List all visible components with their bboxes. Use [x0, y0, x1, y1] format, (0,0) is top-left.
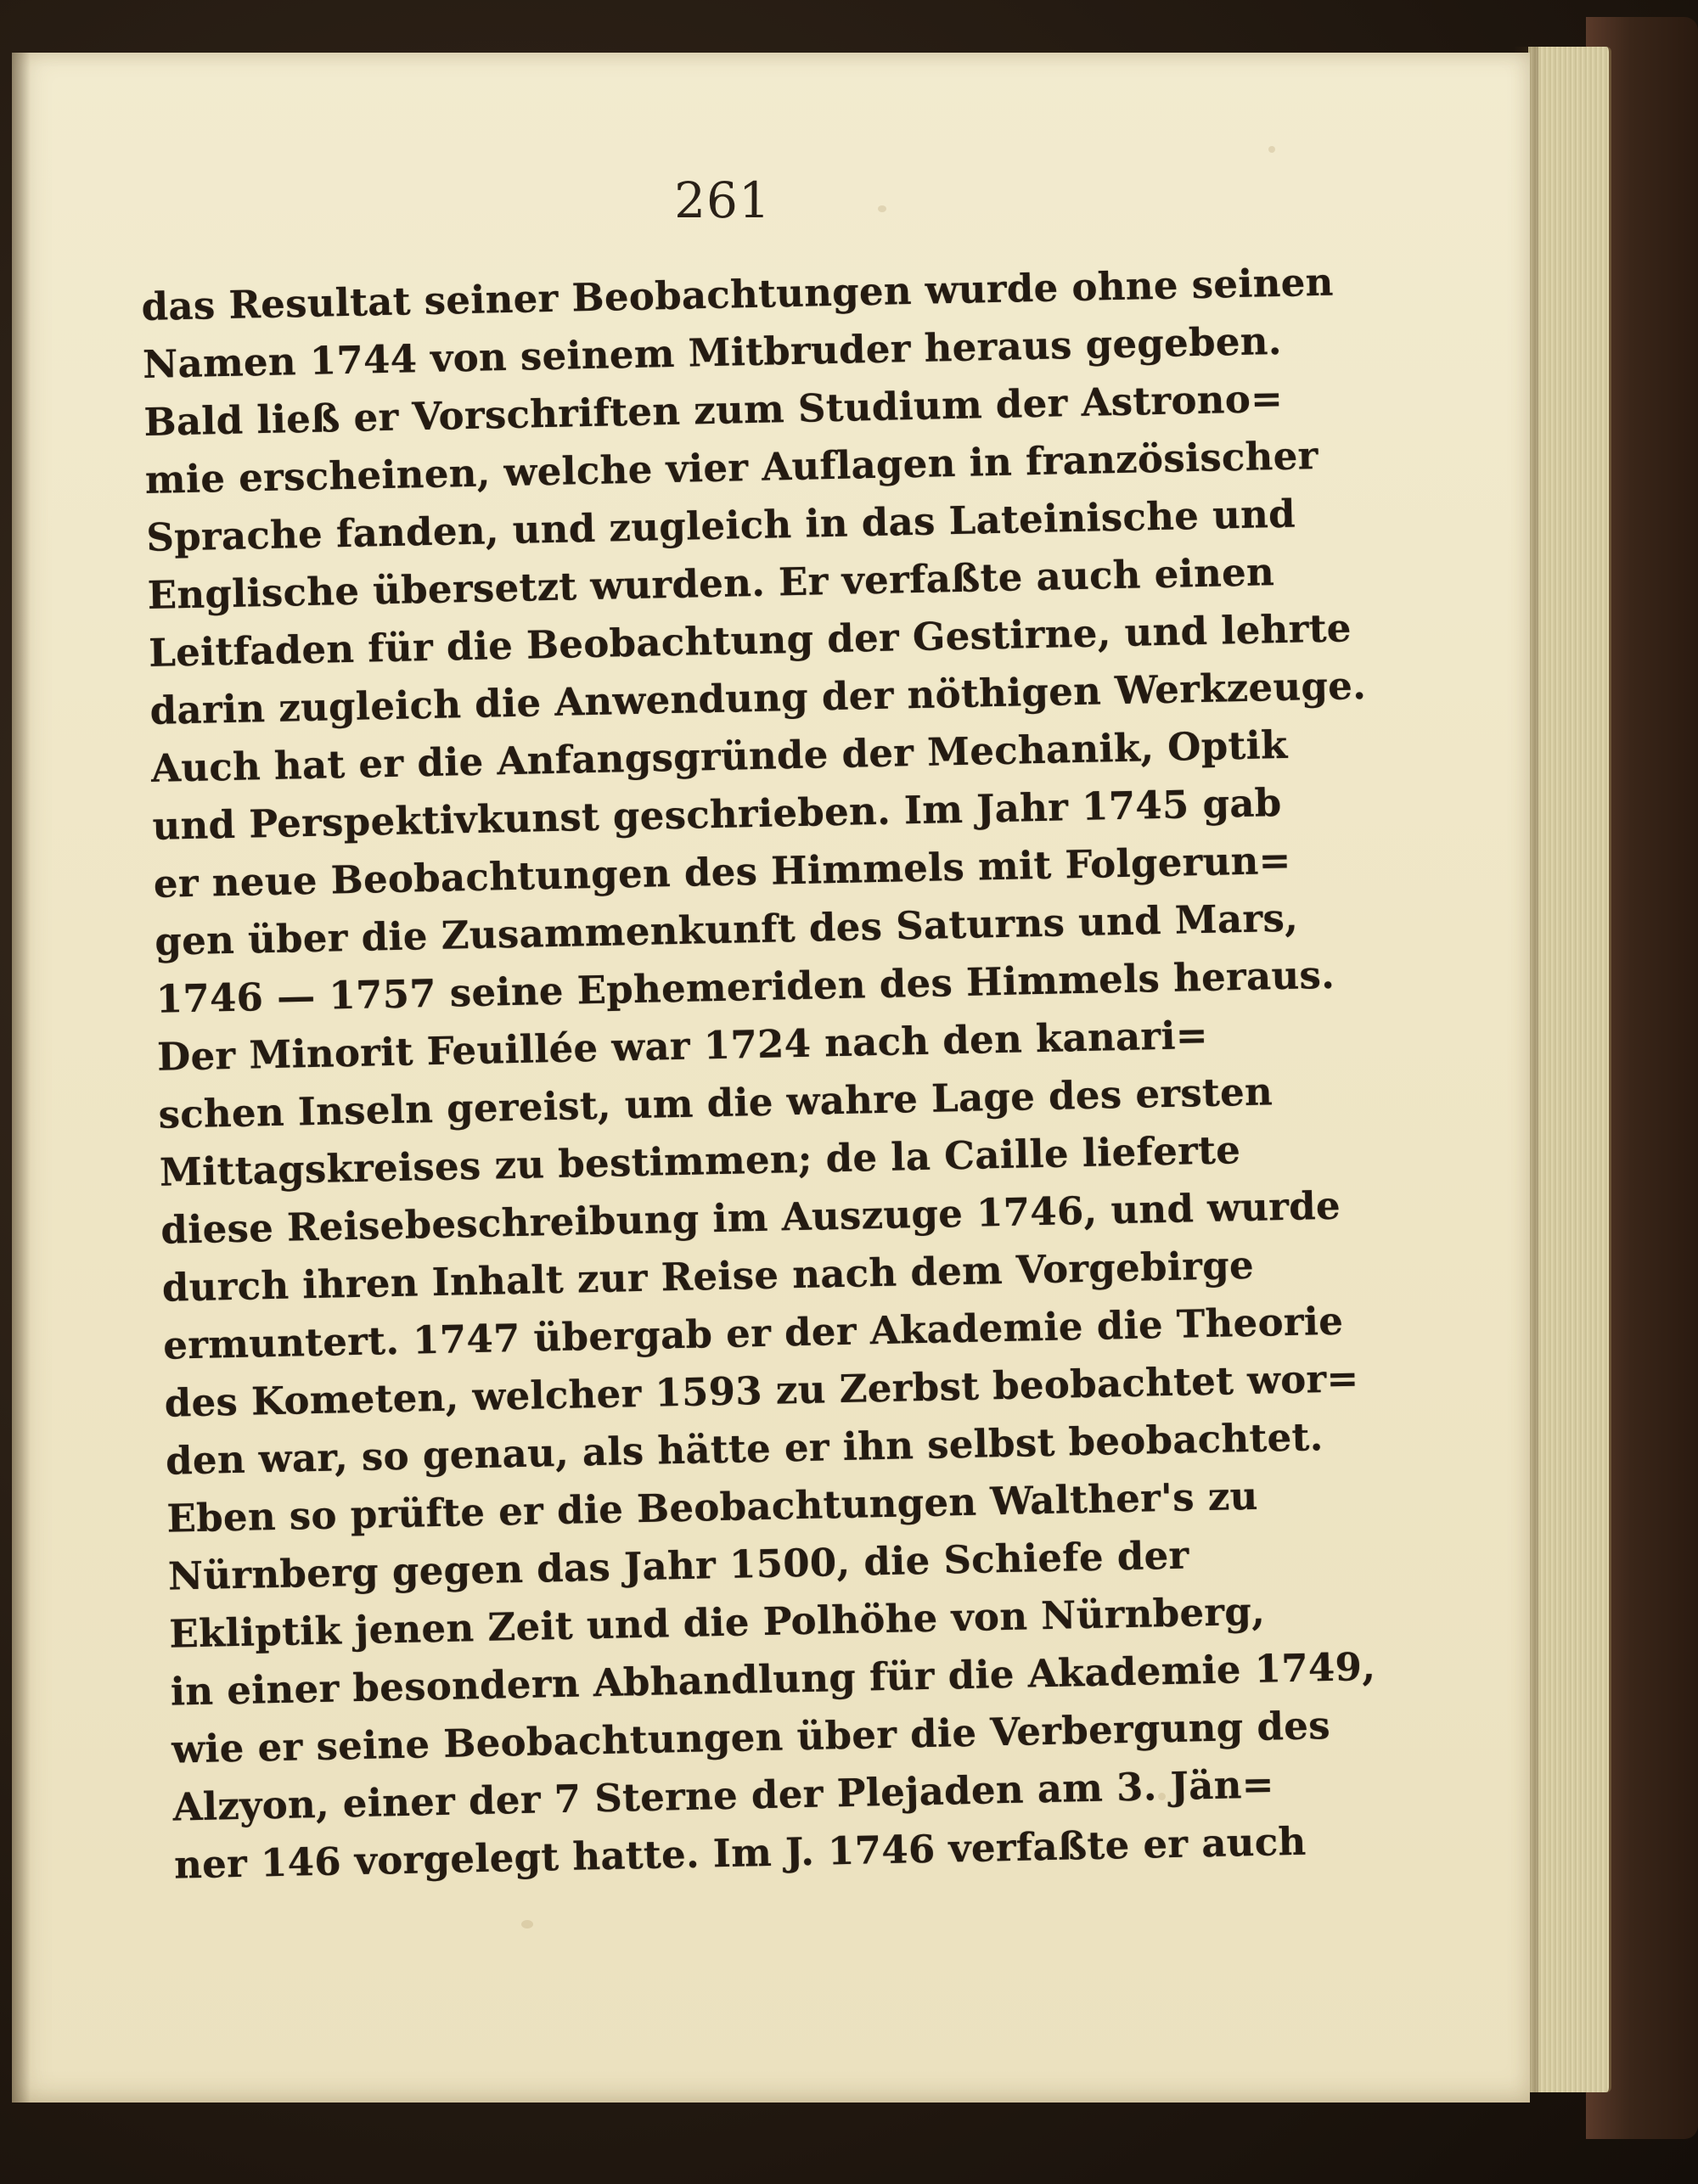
page-edges	[1528, 47, 1611, 2092]
text-line: mie erscheinen, welche vier Auflagen in französischer	[144, 433, 1319, 502]
text-line: des Kometen, welcher 1593 zu Zerbst beobachtet wor=	[164, 1356, 1360, 1426]
book-page	[12, 53, 1530, 2103]
text-line: durch ihren Inhalt zur Reise nach dem Vorgebirge	[161, 1242, 1255, 1311]
text-line: Namen 1744 von seinem Mitbruder heraus gegeben.	[142, 317, 1283, 387]
foxing-spot	[1268, 146, 1275, 153]
text-line: Eben so prüfte er die Beobachtungen Walther's zu	[166, 1473, 1259, 1541]
text-line: Auch hat er die Anfangsgründe der Mechanik, Optik	[150, 721, 1288, 791]
foxing-spot	[878, 205, 886, 212]
text-line: Alzyon, einer der 7 Sterne der Plejaden am 3. Jän=	[172, 1761, 1275, 1830]
text-line: er neue Beobachtungen des Himmels mit Folgerun=	[153, 837, 1292, 907]
foxing-spot	[521, 1920, 533, 1929]
text-line: Bald ließ er Vorschriften zum Studium der Astrono=	[143, 375, 1284, 445]
text-line: Ekliptik jenen Zeit und die Polhöhe von Nürnberg,	[168, 1588, 1266, 1657]
text-line: 1746 — 1757 seine Ephemeriden des Himmels heraus.	[155, 952, 1335, 1022]
text-line: in einer besondern Abhandlung für die Akademie 1749,	[170, 1643, 1376, 1715]
text-line: Der Minorit Feuillée war 1724 nach den kanari=	[156, 1012, 1209, 1080]
text-line: Nürnberg gegen das Jahr 1500, die Schiefe der	[167, 1532, 1190, 1599]
text-line: diese Reisebeschreibung im Auszuge 1746, und wurde	[160, 1182, 1341, 1253]
text-line: darin zugleich die Anwendung der nöthigen Werkzeuge.	[149, 662, 1367, 733]
page-number: 261	[674, 171, 771, 229]
binding-gutter	[12, 53, 31, 2103]
text-line: das Resultat seiner Beobachtungen wurde ohne seinen	[141, 259, 1335, 329]
text-line: ermuntert. 1747 übergab er der Akademie die Theorie	[162, 1298, 1344, 1368]
text-line: wie er seine Beobachtungen über die Verbergung des	[171, 1703, 1331, 1772]
text-line: Englische übersetzt wurden. Er verfaßte auch einen	[147, 549, 1275, 618]
text-line: gen über die Zusammenkunft des Saturns und Mars,	[154, 895, 1299, 964]
text-line: Leitfaden für die Beobachtung der Gestirne, und lehrte	[148, 605, 1352, 676]
body-text	[141, 254, 1376, 1895]
text-line: ner 146 vorgelegt hatte. Im J. 1746 verfaßte er auch	[173, 1818, 1307, 1888]
text-line: Sprache fanden, und zugleich in das Lateinische und	[145, 491, 1296, 560]
text-line: und Perspektivkunst geschrieben. Im Jahr 1745 gab	[151, 780, 1283, 849]
text-line: Mittagskreises zu bestimmen; de la Caille lieferte	[159, 1127, 1241, 1195]
text-line: schen Inseln gereist, um die wahre Lage des ersten	[158, 1069, 1274, 1137]
text-line: den war, so genau, als hätte er ihn selbst beobachtet.	[165, 1414, 1324, 1484]
